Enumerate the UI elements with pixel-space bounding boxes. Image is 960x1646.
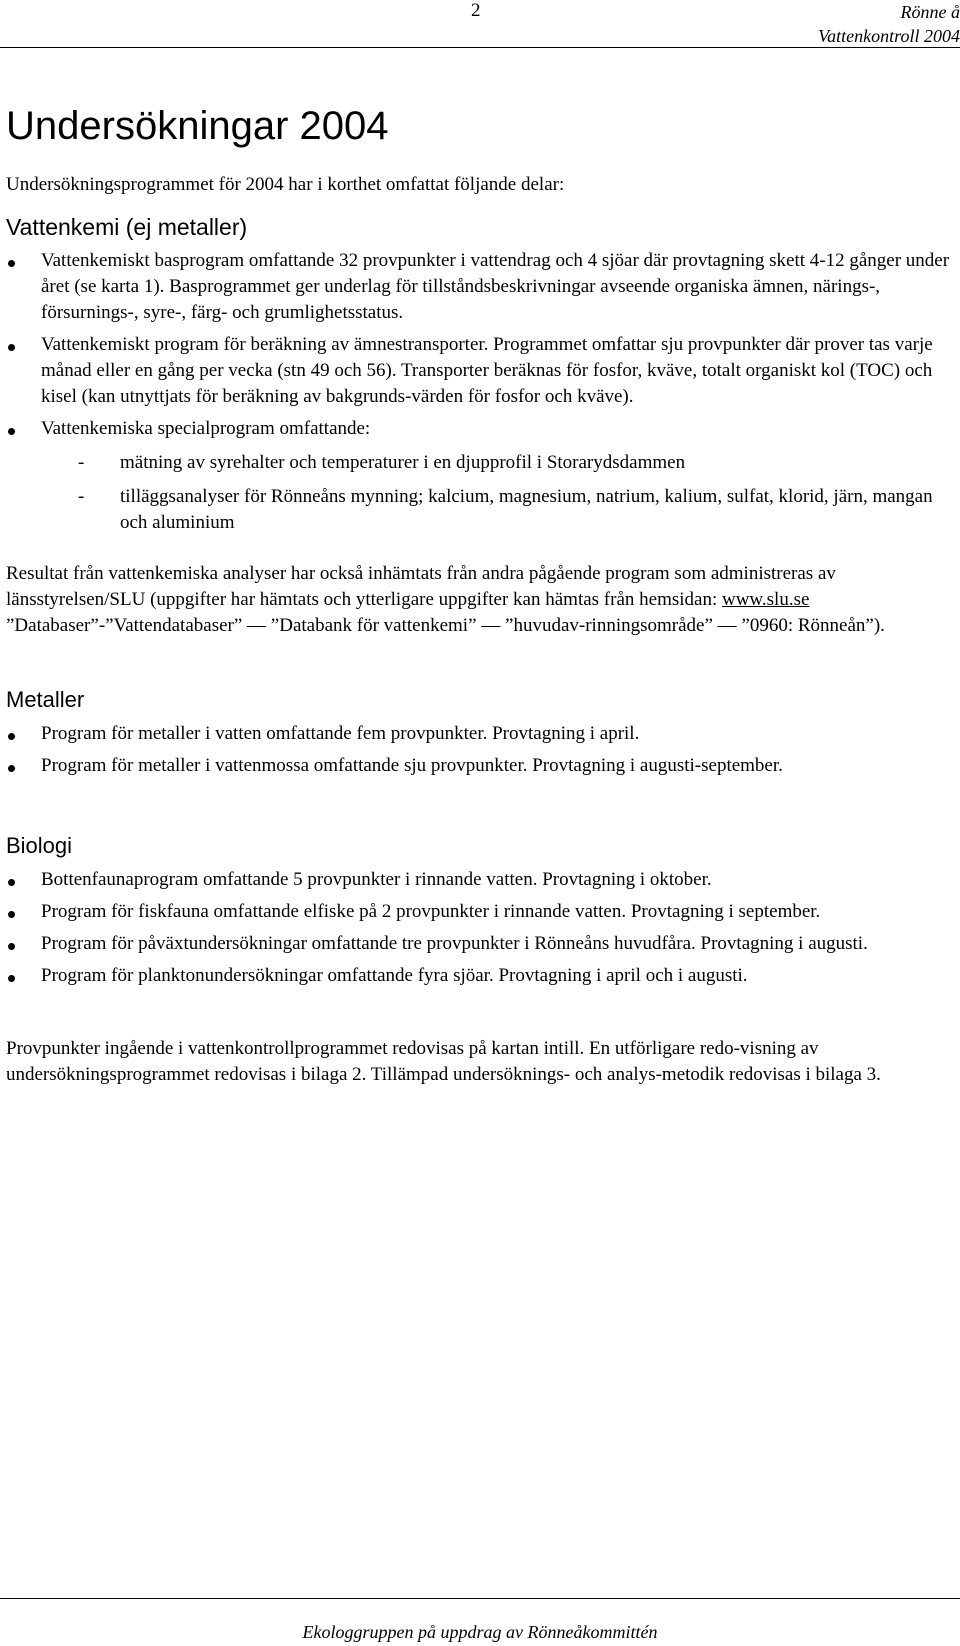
vattenkemi-list <box>6 248 954 536</box>
page-number: 2 <box>471 0 481 21</box>
list-item <box>6 899 954 925</box>
list-item-text: Vattenkemiskt program för beräkning av ämnestransporter. Programmet omfattar sju provpunkter där prover tas varje månad eller en gång per vecka (stn 49 och 56). Transporter beräknas för fosfor, kväve, totalt organiskt kol (TOC) och kisel (kan utnyttjats för beräkning av bakgrunds-värden för fosfor och kväve). <box>41 334 933 407</box>
list-item-text: Program för metaller i vattenmossa omfattande sju provpunkter. Provtagning i augusti-september. <box>41 755 783 776</box>
header-title <box>818 0 960 48</box>
list-item <box>6 416 954 536</box>
sublist-item-text: tilläggsanalyser för Rönneåns mynning; kalcium, magnesium, natrium, kalium, sulfat, klorid, järn, mangan och aluminium <box>120 486 933 533</box>
page-header <box>0 0 960 48</box>
bullet-icon <box>8 879 15 886</box>
list-item-text: Program för metaller i vatten omfattande fem provpunkter. Provtagning i april. <box>41 723 640 744</box>
list-item <box>6 753 954 779</box>
list-item-text: Program för fiskfauna omfattande elfiske på 2 provpunkter i rinnande vatten. Provtagning i september. <box>41 901 821 922</box>
dash-marker: - <box>78 452 85 473</box>
list-item-text: Program för planktonundersökningar omfattande fyra sjöar. Provtagning i april och i augusti. <box>41 965 748 986</box>
header-line-1: Rönne å <box>900 2 960 22</box>
header-line-2: Vattenkontroll 2004 <box>818 26 960 46</box>
result-text-end: ”Databaser”-”Vattendatabaser” — ”Databank för vattenkemi” — ”huvudav-rinningsområde” — ”0960: Rönneån”). <box>6 615 885 636</box>
main-content <box>6 96 954 1088</box>
section-heading-metaller: Metaller <box>6 687 85 712</box>
sublist-item-text: mätning av syrehalter och temperaturer i en djupprofil i Storarydsdammen <box>120 452 686 473</box>
slu-website-link[interactable]: www.slu.se <box>721 589 810 610</box>
list-item-text: Vattenkemiska specialprogram omfattande: <box>41 418 371 439</box>
result-text-start: Resultat från vattenkemiska analyser har också inhämtats från andra pågående program som administreras av länsstyrelsen/SLU (uppgifter har hämtats och ytterligare uppgifter kan hämtas från hemsidan: <box>6 563 836 610</box>
biologi-list <box>6 867 954 989</box>
bullet-icon <box>8 943 15 950</box>
list-item-text: Program för påväxtundersökningar omfattande tre provpunkter i Rönneåns huvudfåra. Provtagning i augusti. <box>41 933 868 954</box>
closing-paragraph: Provpunkter ingående i vattenkontrollprogrammet redovisas på kartan intill. En utförligare redo-visning av undersökningsprogrammet redovisas i bilaga 2. Tillämpad undersöknings- och analys-metodik redovisas i bilaga 3. <box>6 1038 881 1085</box>
section-heading-vattenkemi: Vattenkemi (ej metaller) <box>6 214 248 240</box>
specialprogram-sublist <box>41 450 954 536</box>
dash-marker: - <box>78 486 85 507</box>
metaller-list <box>6 721 954 779</box>
bullet-icon <box>8 428 15 435</box>
section-heading-biologi: Biologi <box>6 833 73 858</box>
footer-text: Ekologgruppen på uppdrag av Rönneåkommittén <box>302 1622 658 1642</box>
list-item <box>6 963 954 989</box>
bullet-icon <box>8 765 15 772</box>
list-item-text: Vattenkemiskt basprogram omfattande 32 provpunkter i vattendrag och 4 sjöar där provtagning skett 4-12 gånger under året (se karta 1). Basprogrammet ger underlag för tillståndsbeskrivningar avseende organiska ämnen, närings-, försurnings-, syre-, färg- och grumlighetsstatus. <box>41 250 950 323</box>
bullet-icon <box>8 344 15 351</box>
list-item <box>6 248 954 326</box>
list-item <box>6 931 954 957</box>
sublist-item <box>41 484 954 536</box>
result-paragraph <box>6 561 954 639</box>
intro-paragraph: Undersökningsprogrammet för 2004 har i korthet omfattat följande delar: <box>6 174 565 195</box>
bullet-icon <box>8 733 15 740</box>
list-item <box>6 867 954 893</box>
list-item-text: Bottenfaunaprogram omfattande 5 provpunkter i rinnande vatten. Provtagning i oktober. <box>41 869 712 890</box>
bullet-icon <box>8 260 15 267</box>
footer-rule <box>0 1598 960 1599</box>
bullet-icon <box>8 975 15 982</box>
page-title: Undersökningar 2004 <box>6 104 389 148</box>
list-item <box>6 332 954 410</box>
list-item <box>6 721 954 747</box>
sublist-item <box>41 450 954 476</box>
bullet-icon <box>8 911 15 918</box>
